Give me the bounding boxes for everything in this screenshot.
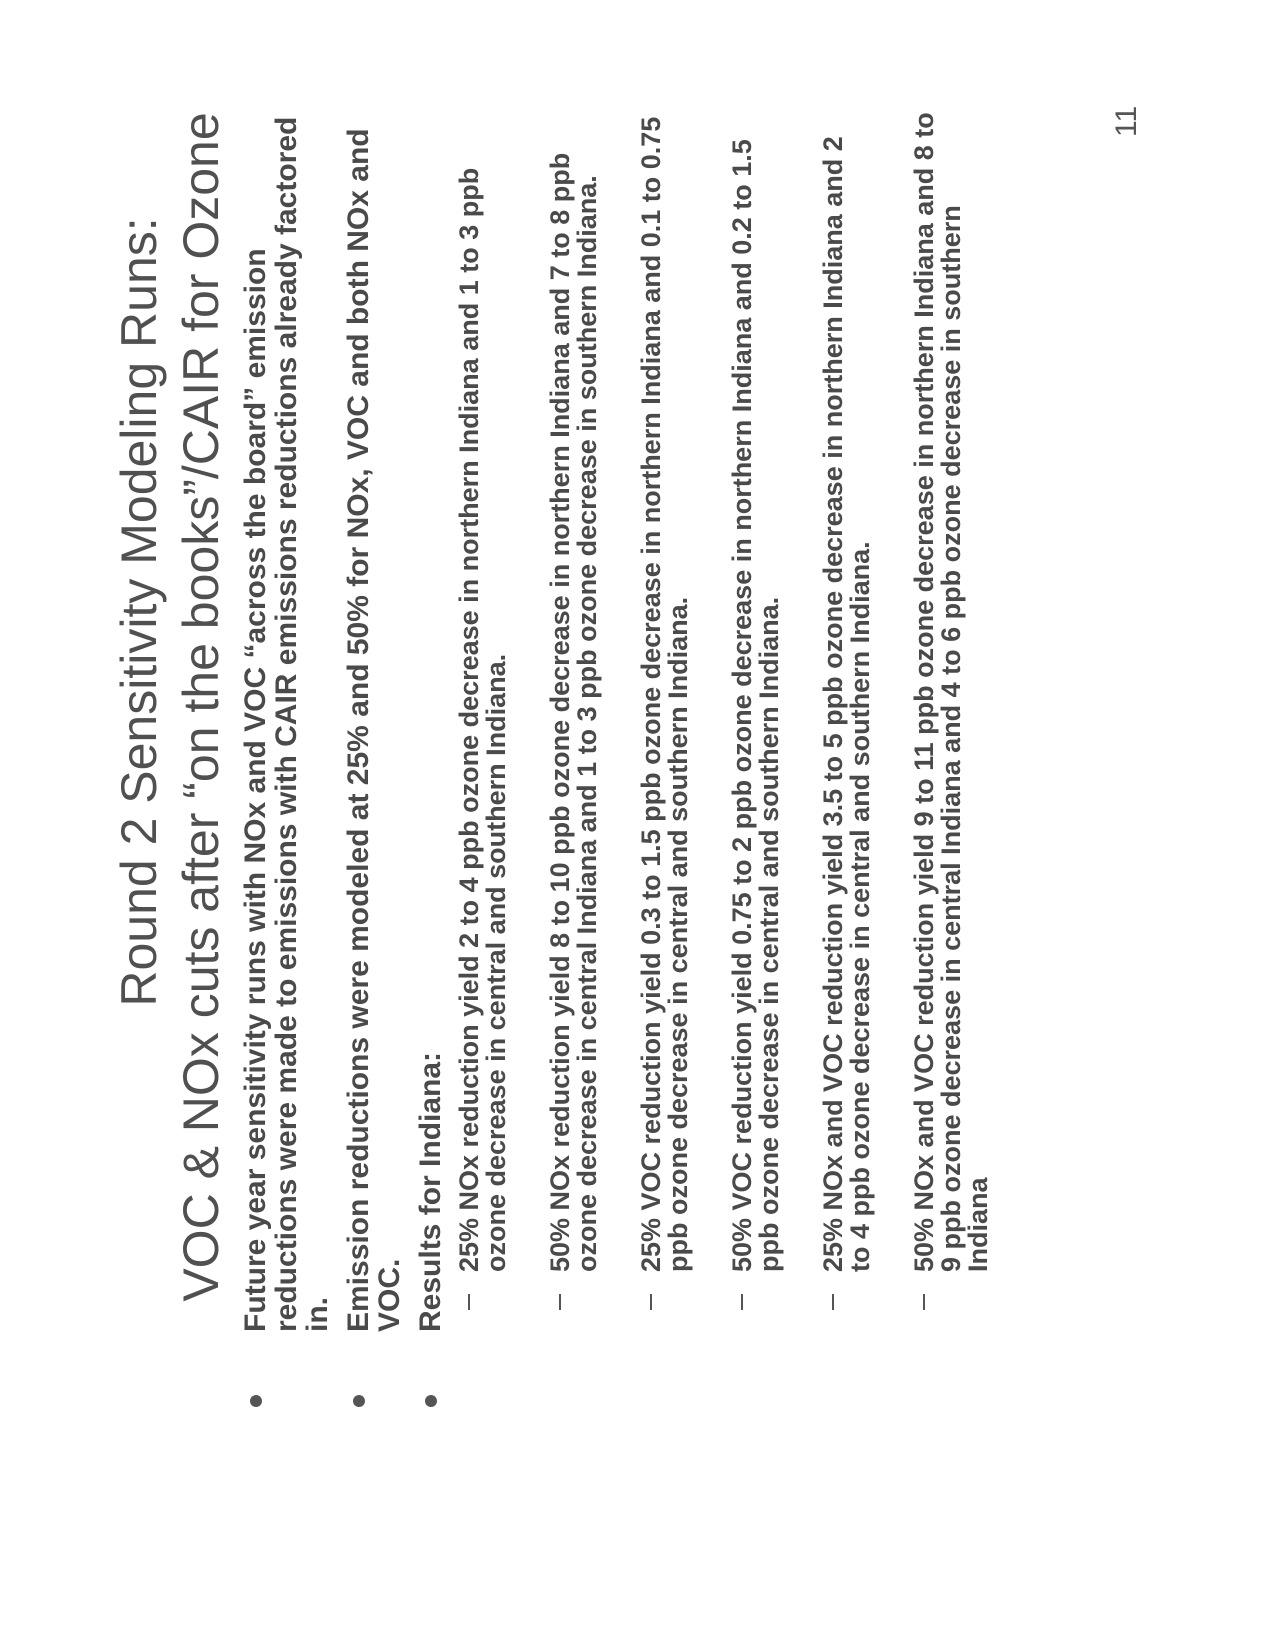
result-item xyxy=(638,112,692,1332)
page-number: 11 xyxy=(1110,105,1143,137)
result-item xyxy=(911,112,992,1332)
result-item xyxy=(547,112,601,1332)
dash-icon xyxy=(650,1294,652,1310)
result-text: 25% NOx reduction yield 2 to 4 ppb ozone decrease in northern Indiana and 1 to 3 ppb ozone decrease in central and southern Indiana. xyxy=(454,167,511,1272)
bullet-text: Results for Indiana: xyxy=(414,1051,447,1332)
bullet-dot-icon xyxy=(353,1395,365,1407)
bullet-item xyxy=(240,112,333,1412)
bullet-dot-icon xyxy=(425,1395,437,1407)
result-text: 50% NOx reduction yield 8 to 10 ppb ozone decrease in northern Indiana and 7 to 8 ppb ozone decrease in central Indiana and 1 to 3 ppb ozone decrease in southern Indiana. xyxy=(545,152,602,1272)
result-text: 25% NOx and VOC reduction yield 3.5 to 5 ppb ozone decrease in northern Indiana and 2 to 4 ppb ozone decrease in central and southern Indiana. xyxy=(818,136,875,1272)
result-text: 50% NOx and VOC reduction yield 9 to 11 ppb ozone decrease in northern Indiana and 8 to 9 ppb ozone decrease in central Indiana and 4 to 6 ppb ozone decrease in southern Indiana xyxy=(909,112,993,1272)
dash-icon xyxy=(559,1294,561,1310)
bullet-item xyxy=(415,112,446,1412)
dash-icon xyxy=(741,1294,743,1310)
dash-icon xyxy=(832,1294,834,1310)
result-text: 25% VOC reduction yield 0.3 to 1.5 ppb ozone decrease in northern Indiana and 0.1 to 0.75 ppb ozone decrease in central and southern Indiana. xyxy=(636,116,693,1272)
bullet-list xyxy=(240,112,1029,1412)
dash-icon xyxy=(468,1294,470,1310)
slide-title-line-2: VOC & NOx cuts after “on the books”/CAIR for Ozone xyxy=(173,112,229,1302)
results-list xyxy=(456,112,992,1332)
slide-title-line-1: Round 2 Sensitivity Modeling Runs: xyxy=(111,217,167,1007)
result-text: 50% VOC reduction yield 0.75 to 2 ppb ozone decrease in northern Indiana and 0.2 to 1.5 ppb ozone decrease in central and southern Indiana. xyxy=(727,139,784,1272)
result-item xyxy=(456,112,510,1332)
bullet-text: Emission reductions were modeled at 25% and 50% for NOx, VOC and both NOx and VOC. xyxy=(342,128,406,1332)
bullet-dot-icon xyxy=(250,1395,262,1407)
dash-icon xyxy=(923,1294,925,1310)
bullet-text: Future year sensitivity runs with NOx and VOC “across the board” emission reductions were made to emissions with CAIR emissions reductions already factored in. xyxy=(239,116,334,1332)
result-item xyxy=(729,112,783,1332)
result-item xyxy=(820,112,874,1332)
bullet-item xyxy=(343,112,405,1412)
